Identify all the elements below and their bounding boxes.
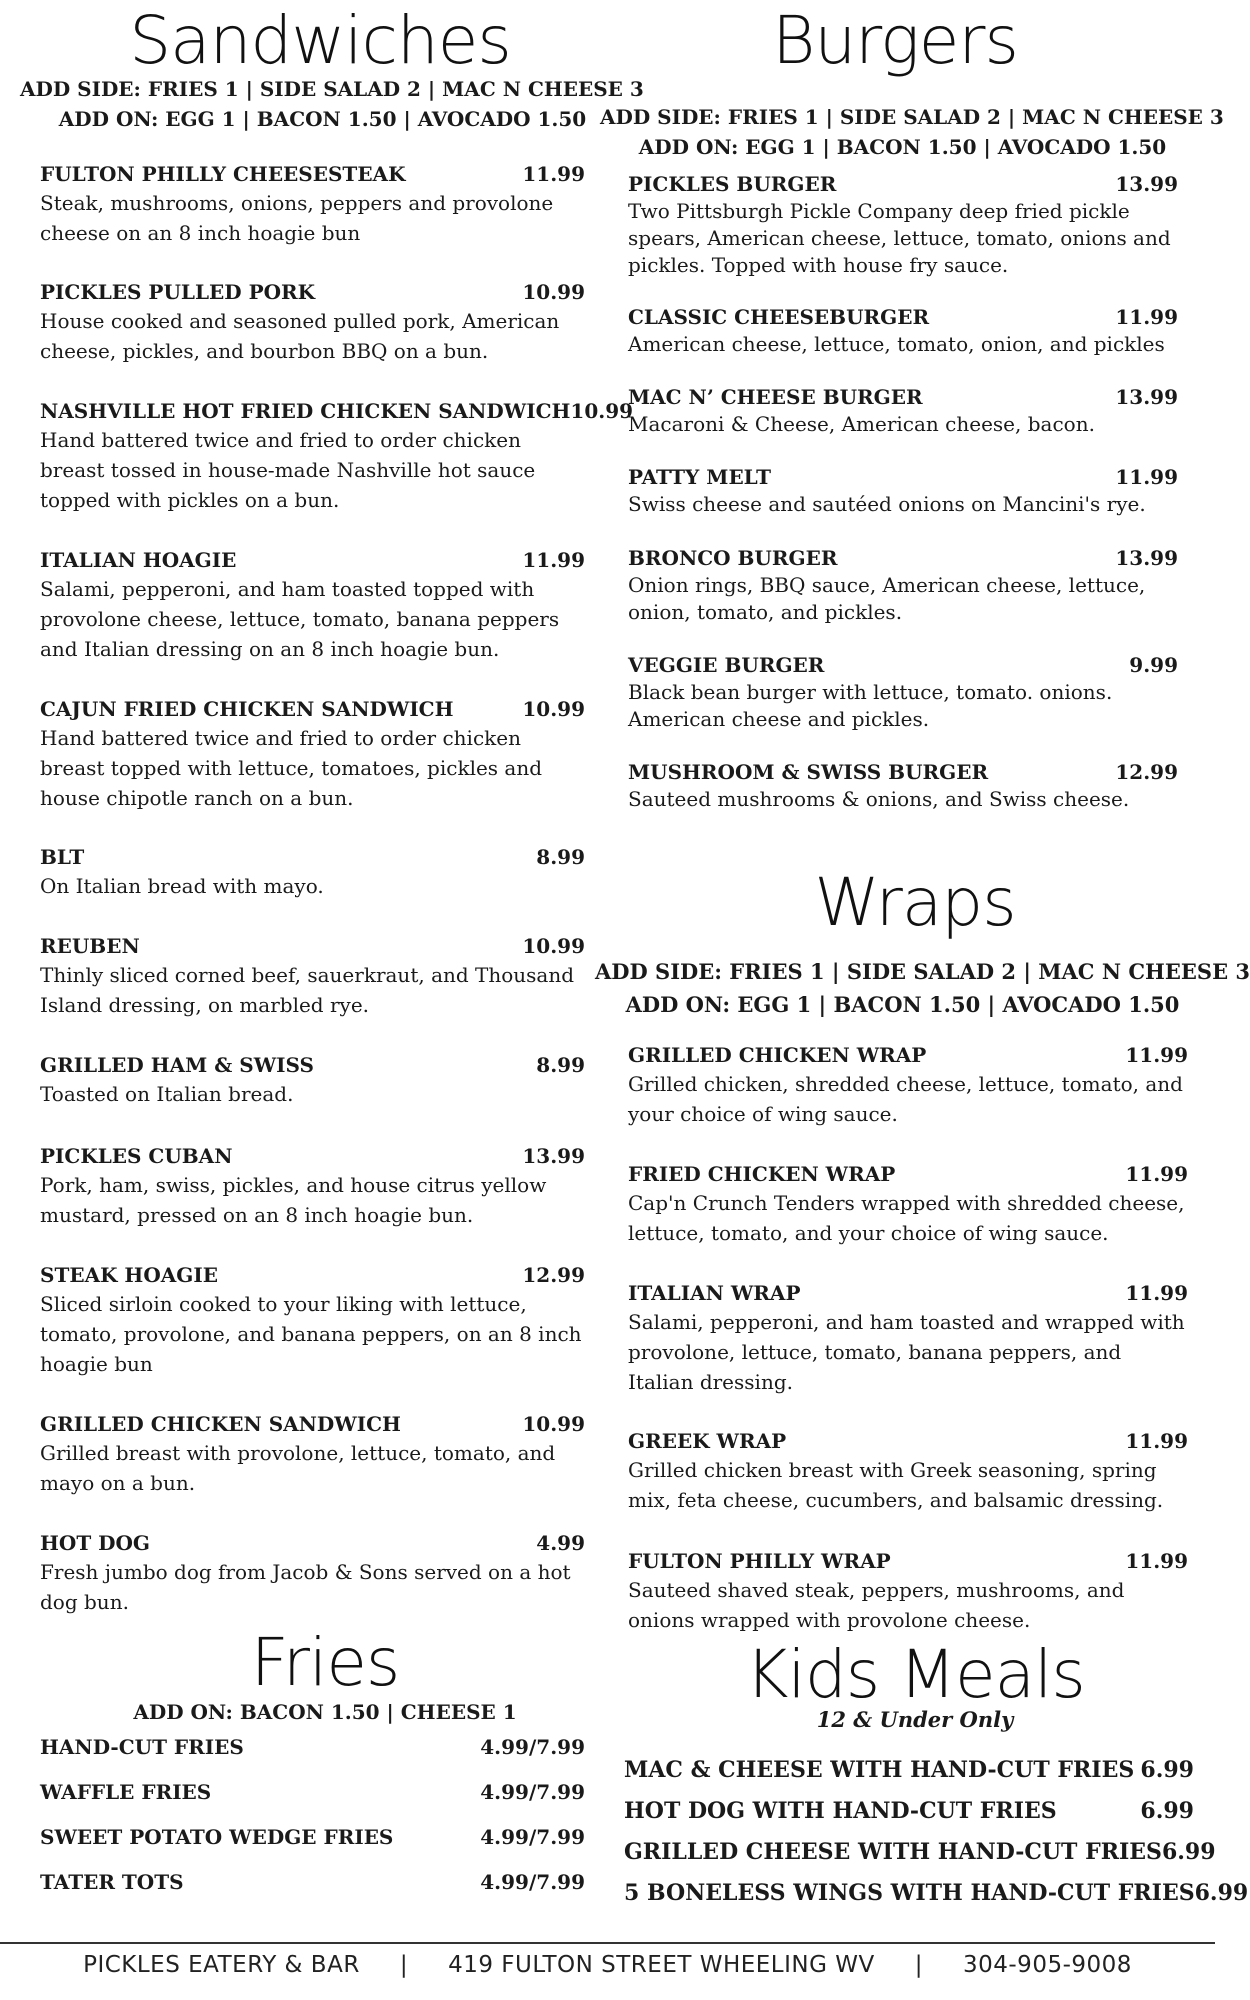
sandwich-item-steak-hoagie bbox=[40, 1261, 585, 1379]
item-price: 8.99 bbox=[536, 845, 585, 869]
item-desc: Pork, ham, swiss, pickles, and house citrus yellow mustard, pressed on an 8 inch hoagie bun. bbox=[40, 1173, 547, 1227]
sandwiches-title: Sandwiches bbox=[129, 2, 511, 79]
item-desc: House cooked and seasoned pulled pork, American cheese, pickles, and bourbon BBQ on a bun. bbox=[40, 309, 560, 363]
sandwiches-add-side: ADD SIDE: FRIES 1 | SIDE SALAD 2 | MAC N CHEESE 3 bbox=[20, 77, 644, 101]
burgers-title: Burgers bbox=[772, 2, 1018, 79]
item-price: 10.99 bbox=[522, 697, 585, 721]
item-desc: Grilled chicken breast with Greek seasoning, spring mix, feta cheese, cucumbers, and balsamic dressing. bbox=[628, 1458, 1164, 1512]
footer-restaurant-name: PICKLES EATERY & BAR bbox=[83, 1952, 360, 1978]
sandwich-item-reuben bbox=[40, 932, 585, 1020]
item-name: BLT bbox=[40, 845, 85, 869]
burger-item-veggie bbox=[628, 651, 1178, 733]
sandwich-item-grilled-chicken bbox=[40, 1410, 585, 1498]
fries-title: Fries bbox=[250, 1624, 400, 1701]
item-desc: Fresh jumbo dog from Jacob & Sons served on a hot dog bun. bbox=[40, 1560, 571, 1614]
item-price: 11.99 bbox=[522, 162, 585, 186]
item-name: BRONCO BURGER bbox=[628, 546, 838, 570]
item-price: 11.99 bbox=[1125, 1429, 1188, 1453]
burger-item-mushroom-swiss bbox=[628, 758, 1178, 813]
kids-item-hot-dog bbox=[624, 1798, 1194, 1824]
item-name: GREEK WRAP bbox=[628, 1429, 787, 1453]
item-price: 10.99 bbox=[522, 1412, 585, 1436]
item-name: CLASSIC CHEESEBURGER bbox=[628, 305, 930, 329]
item-name: HOT DOG WITH HAND-CUT FRIES bbox=[624, 1798, 1057, 1824]
item-name: HAND-CUT FRIES bbox=[40, 1735, 244, 1759]
sandwich-item-nashville bbox=[40, 397, 634, 515]
item-desc: Macaroni & Cheese, American cheese, bacon. bbox=[628, 412, 1095, 436]
item-name: REUBEN bbox=[40, 934, 140, 958]
fries-add-on: ADD ON: BACON 1.50 | CHEESE 1 bbox=[133, 1700, 517, 1724]
sandwich-item-pulled-pork bbox=[40, 278, 585, 366]
item-name: ITALIAN WRAP bbox=[628, 1281, 801, 1305]
item-desc: Sliced sirloin cooked to your liking with lettuce, tomato, provolone, and banana peppers, on an 8 inch hoagie bun bbox=[40, 1292, 582, 1376]
wraps-title: Wraps bbox=[814, 864, 1016, 941]
sandwich-item-blt bbox=[40, 843, 585, 901]
footer-address: 419 FULTON STREET WHEELING WV bbox=[448, 1952, 875, 1978]
item-name: CAJUN FRIED CHICKEN SANDWICH bbox=[40, 697, 454, 721]
item-price: 6.99 bbox=[1194, 1880, 1249, 1906]
item-desc: Swiss cheese and sautéed onions on Mancini's rye. bbox=[628, 492, 1146, 516]
item-price: 4.99/7.99 bbox=[480, 1825, 585, 1849]
wrap-item-fried-chicken bbox=[628, 1160, 1188, 1248]
item-desc: Sauteed shaved steak, peppers, mushrooms, and onions wrapped with provolone cheese. bbox=[628, 1578, 1125, 1632]
wraps-add-side: ADD SIDE: FRIES 1 | SIDE SALAD 2 | MAC N CHEESE 3 bbox=[595, 959, 1250, 984]
burgers-add-side: ADD SIDE: FRIES 1 | SIDE SALAD 2 | MAC N CHEESE 3 bbox=[600, 105, 1224, 129]
burger-item-pickles bbox=[628, 170, 1178, 279]
item-desc: Grilled chicken, shredded cheese, lettuce, tomato, and your choice of wing sauce. bbox=[628, 1072, 1183, 1126]
burger-item-bronco bbox=[628, 544, 1178, 626]
item-price: 6.99 bbox=[1140, 1757, 1194, 1783]
item-name: GRILLED CHICKEN SANDWICH bbox=[40, 1412, 401, 1436]
item-price: 6.99 bbox=[1140, 1798, 1194, 1824]
item-price: 11.99 bbox=[1125, 1162, 1188, 1186]
wrap-item-greek bbox=[628, 1427, 1188, 1515]
item-price: 10.99 bbox=[570, 399, 634, 423]
fries-item-sweet-potato bbox=[40, 1825, 585, 1849]
burger-item-classic bbox=[628, 303, 1178, 358]
item-desc: Toasted on Italian bread. bbox=[40, 1082, 294, 1106]
fries-item-hand-cut bbox=[40, 1735, 585, 1759]
item-price: 11.99 bbox=[522, 548, 585, 572]
footer bbox=[0, 1952, 1215, 1978]
sandwich-item-philly bbox=[40, 160, 585, 248]
item-name: HOT DOG bbox=[40, 1531, 151, 1555]
kids-item-boneless-wings bbox=[624, 1880, 1249, 1906]
sandwich-item-ham-swiss bbox=[40, 1051, 585, 1109]
item-price: 4.99/7.99 bbox=[480, 1780, 585, 1804]
item-name: SWEET POTATO WEDGE FRIES bbox=[40, 1825, 394, 1849]
item-price: 6.99 bbox=[1161, 1839, 1216, 1865]
item-price: 10.99 bbox=[522, 280, 585, 304]
item-name: FRIED CHICKEN WRAP bbox=[628, 1162, 896, 1186]
item-name: MUSHROOM & SWISS BURGER bbox=[628, 760, 989, 784]
item-price: 11.99 bbox=[1125, 1043, 1188, 1067]
kids-item-mac-cheese bbox=[624, 1757, 1194, 1783]
item-price: 12.99 bbox=[1115, 760, 1178, 784]
kids-item-grilled-cheese bbox=[624, 1839, 1216, 1865]
item-price: 9.99 bbox=[1129, 653, 1178, 677]
item-desc: Salami, pepperoni, and ham toasted topped with provolone cheese, lettuce, tomato, banana peppers and Italian dressing on an 8 inch hoagie bun. bbox=[40, 577, 560, 661]
item-name: PICKLES CUBAN bbox=[40, 1144, 233, 1168]
item-desc: On Italian bread with mayo. bbox=[40, 874, 324, 898]
item-name: MAC N’ CHEESE BURGER bbox=[628, 385, 923, 409]
burger-item-patty-melt bbox=[628, 463, 1178, 518]
item-desc: Two Pittsburgh Pickle Company deep fried pickle spears, American cheese, lettuce, tomato, onions and pickles. Topped with house fry sauce. bbox=[628, 199, 1171, 277]
item-desc: Black bean burger with lettuce, tomato. onions. American cheese and pickles. bbox=[628, 680, 1113, 731]
sandwich-item-cuban bbox=[40, 1142, 585, 1230]
item-name: PICKLES BURGER bbox=[628, 172, 837, 196]
wrap-item-fulton-philly bbox=[628, 1547, 1188, 1635]
item-name: MAC & CHEESE WITH HAND-CUT FRIES bbox=[624, 1757, 1135, 1783]
item-name: FULTON PHILLY WRAP bbox=[628, 1549, 891, 1573]
item-price: 4.99 bbox=[536, 1531, 585, 1555]
fries-item-waffle bbox=[40, 1780, 585, 1804]
item-desc: Steak, mushrooms, onions, peppers and provolone cheese on an 8 inch hoagie bun bbox=[40, 191, 554, 245]
item-price: 8.99 bbox=[536, 1053, 585, 1077]
item-desc: Grilled breast with provolone, lettuce, tomato, and mayo on a bun. bbox=[40, 1441, 556, 1495]
item-price: 11.99 bbox=[1125, 1549, 1188, 1573]
wrap-item-italian bbox=[628, 1279, 1188, 1397]
burgers-add-on: ADD ON: EGG 1 | BACON 1.50 | AVOCADO 1.50 bbox=[638, 135, 1167, 159]
item-desc: Cap'n Crunch Tenders wrapped with shredded cheese, lettuce, tomato, and your choice of wing sauce. bbox=[628, 1191, 1185, 1245]
item-price: 13.99 bbox=[522, 1144, 585, 1168]
item-desc: Sauteed mushrooms & onions, and Swiss cheese. bbox=[628, 787, 1130, 811]
footer-phone: 304-905-9008 bbox=[962, 1952, 1132, 1978]
kids-title: Kids Meals bbox=[745, 1636, 1085, 1713]
footer-separator: | bbox=[399, 1952, 409, 1978]
sandwich-item-italian-hoagie bbox=[40, 546, 585, 664]
sandwiches-add-on: ADD ON: EGG 1 | BACON 1.50 | AVOCADO 1.50 bbox=[58, 107, 587, 131]
wraps-add-on: ADD ON: EGG 1 | BACON 1.50 | AVOCADO 1.50 bbox=[625, 992, 1180, 1017]
item-desc: Thinly sliced corned beef, sauerkraut, and Thousand Island dressing, on marbled rye. bbox=[40, 963, 575, 1017]
item-desc: Onion rings, BBQ sauce, American cheese, lettuce, onion, tomato, and pickles. bbox=[628, 573, 1146, 624]
item-name: PATTY MELT bbox=[628, 465, 771, 489]
item-price: 4.99/7.99 bbox=[480, 1735, 585, 1759]
wrap-item-grilled-chicken bbox=[628, 1041, 1188, 1129]
item-desc: Hand battered twice and fried to order chicken breast tossed in house-made Nashville hot sauce topped with pickles on a bun. bbox=[40, 428, 536, 512]
item-price: 11.99 bbox=[1115, 305, 1178, 329]
item-name: PICKLES PULLED PORK bbox=[40, 280, 316, 304]
item-name: NASHVILLE HOT FRIED CHICKEN SANDWICH bbox=[40, 399, 571, 423]
item-name: VEGGIE BURGER bbox=[628, 653, 825, 677]
item-name: STEAK HOAGIE bbox=[40, 1263, 218, 1287]
item-name: FULTON PHILLY CHEESESTEAK bbox=[40, 162, 406, 186]
item-price: 13.99 bbox=[1115, 385, 1178, 409]
item-price: 11.99 bbox=[1125, 1281, 1188, 1305]
item-name: GRILLED CHICKEN WRAP bbox=[628, 1043, 927, 1067]
item-price: 11.99 bbox=[1115, 465, 1178, 489]
item-name: TATER TOTS bbox=[40, 1870, 184, 1894]
footer-separator: | bbox=[914, 1952, 923, 1978]
item-price: 13.99 bbox=[1115, 546, 1178, 570]
burger-item-mac-n-cheese bbox=[628, 383, 1178, 438]
fries-item-tater-tots bbox=[40, 1870, 585, 1894]
item-name: GRILLED CHEESE WITH HAND-CUT FRIES bbox=[624, 1839, 1162, 1865]
sandwich-item-hot-dog bbox=[40, 1529, 585, 1617]
item-desc: Hand battered twice and fried to order chicken breast topped with lettuce, tomatoes, pickles and house chipotle ranch on a bun. bbox=[40, 726, 543, 810]
footer-divider bbox=[0, 1942, 1215, 1944]
item-price: 12.99 bbox=[522, 1263, 585, 1287]
item-name: ITALIAN HOAGIE bbox=[40, 548, 237, 572]
kids-subtitle: 12 & Under Only bbox=[816, 1707, 1014, 1732]
sandwich-item-cajun bbox=[40, 695, 585, 813]
item-price: 10.99 bbox=[522, 934, 585, 958]
item-desc: American cheese, lettuce, tomato, onion, and pickles bbox=[628, 332, 1165, 356]
item-name: GRILLED HAM & SWISS bbox=[40, 1053, 314, 1077]
item-name: WAFFLE FRIES bbox=[40, 1780, 212, 1804]
item-name: 5 BONELESS WINGS WITH HAND-CUT FRIES bbox=[624, 1880, 1195, 1906]
item-price: 4.99/7.99 bbox=[480, 1870, 585, 1894]
item-desc: Salami, pepperoni, and ham toasted and wrapped with provolone, lettuce, tomato, banana peppers, and Italian dressing. bbox=[628, 1310, 1185, 1394]
item-price: 13.99 bbox=[1115, 172, 1178, 196]
